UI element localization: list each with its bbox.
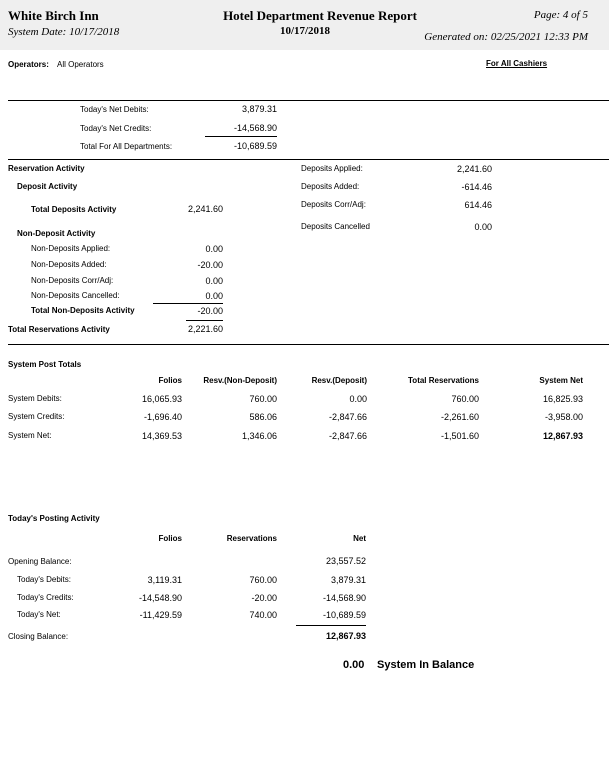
deposits-cancelled-value: 0.00	[474, 222, 492, 232]
row-label: System Net:	[8, 431, 52, 440]
table-cell: 16,825.93	[542, 394, 583, 404]
deposits-applied-value: 2,241.60	[456, 164, 492, 174]
table-cell: -14,548.90	[138, 593, 182, 603]
table-cell: 0.00	[349, 394, 367, 404]
nondeposits-cancelled-value: 0.00	[205, 291, 223, 301]
row-label: Today's Debits:	[17, 575, 71, 584]
closing-balance-value: 12,867.93	[325, 631, 366, 641]
row-label: Today's Credits:	[17, 593, 74, 602]
sum-line	[205, 136, 277, 137]
total-deposits-label: Total Deposits Activity	[31, 205, 117, 214]
report-date: 10/17/2018	[279, 25, 331, 37]
total-nondeposits-label: Total Non-Deposits Activity	[31, 306, 135, 315]
nondeposit-activity-title: Non-Deposit Activity	[17, 229, 96, 238]
sum-line	[153, 303, 223, 304]
page-number: Page: 4 of 5	[533, 9, 588, 21]
sum-line	[186, 320, 223, 321]
opening-balance-value: 23,557.52	[325, 556, 366, 566]
deposits-added-value: -614.46	[461, 182, 492, 192]
generated-on: Generated on: 02/25/2021 12:33 PM	[424, 31, 588, 43]
row-label: System Debits:	[8, 394, 62, 403]
sum-line	[296, 625, 366, 626]
col-net: Net	[353, 534, 366, 543]
nondeposits-added-value: -20.00	[197, 260, 223, 270]
col-total-reservations: Total Reservations	[408, 376, 479, 385]
deposit-activity-title: Deposit Activity	[17, 182, 78, 191]
table-cell: 760.00	[249, 394, 277, 404]
table-cell: 1,346.06	[241, 431, 277, 441]
deposits-applied-label: Deposits Applied:	[301, 164, 363, 173]
post-totals-title: System Post Totals	[8, 360, 82, 369]
operators-label: Operators:	[8, 60, 49, 69]
col-folios: Folios	[158, 376, 182, 385]
table-cell: -1,696.40	[143, 412, 182, 422]
divider	[8, 159, 609, 160]
table-cell: 740.00	[249, 610, 277, 620]
closing-balance-label: Closing Balance:	[8, 632, 69, 641]
operators-value: All Operators	[57, 60, 104, 69]
opening-balance-label: Opening Balance:	[8, 557, 72, 566]
total-deposits-value: 2,241.60	[187, 204, 223, 214]
divider	[8, 100, 609, 101]
table-cell: -3,958.00	[544, 412, 583, 422]
table-cell: -14,568.90	[322, 593, 366, 603]
total-departments-value: -10,689.59	[233, 141, 277, 151]
col-system-net: System Net	[539, 376, 583, 385]
table-cell: -2,261.60	[440, 412, 479, 422]
table-cell: 3,119.31	[147, 575, 182, 585]
hotel-name: White Birch Inn	[8, 8, 99, 23]
nondeposits-applied-value: 0.00	[205, 244, 223, 254]
net-credits-label: Today's Net Credits:	[80, 124, 152, 133]
divider	[8, 344, 609, 345]
col-resv-deposit: Resv.(Deposit)	[311, 376, 367, 385]
system-date: System Date: 10/17/2018	[8, 26, 120, 38]
col-reservations: Reservations	[226, 534, 277, 543]
total-reservations-label: Total Reservations Activity	[8, 325, 110, 334]
report-title: Hotel Department Revenue Report	[223, 8, 417, 23]
nondeposits-corr-label: Non-Deposits Corr/Adj:	[31, 276, 114, 285]
deposits-added-label: Deposits Added:	[301, 182, 360, 191]
total-reservations-value: 2,221.60	[187, 324, 223, 334]
deposits-cancelled-label: Deposits Cancelled	[301, 222, 370, 231]
table-cell: 760.00	[451, 394, 479, 404]
table-cell: -2,847.66	[328, 431, 367, 441]
deposits-corr-value: 614.46	[464, 200, 492, 210]
col-folios: Folios	[158, 534, 182, 543]
table-cell: 14,369.53	[141, 431, 182, 441]
nondeposits-applied-label: Non-Deposits Applied:	[31, 244, 111, 253]
total-nondeposits-value: -20.00	[197, 306, 223, 316]
net-debits-label: Today's Net Debits:	[80, 105, 149, 114]
total-departments-label: Total For All Departments:	[80, 142, 173, 151]
balance-status: System In Balance	[377, 659, 475, 671]
net-credits-value: -14,568.90	[233, 123, 277, 133]
nondeposits-cancelled-label: Non-Deposits Cancelled:	[31, 291, 120, 300]
table-cell: 586.06	[249, 412, 277, 422]
deposits-corr-label: Deposits Corr/Adj:	[301, 200, 366, 209]
all-cashiers-link[interactable]: For All Cashiers	[486, 59, 548, 68]
nondeposits-added-label: Non-Deposits Added:	[31, 260, 107, 269]
table-cell: 760.00	[249, 575, 277, 585]
posting-activity-title: Today's Posting Activity	[8, 514, 100, 523]
col-resv-nondeposit: Resv.(Non-Deposit)	[203, 376, 277, 385]
table-cell: -1,501.60	[440, 431, 479, 441]
table-cell: -2,847.66	[328, 412, 367, 422]
table-cell: 16,065.93	[141, 394, 182, 404]
table-cell: -10,689.59	[322, 610, 366, 620]
row-label: System Credits:	[8, 412, 65, 421]
row-label: Today's Net:	[17, 610, 61, 619]
nondeposits-corr-value: 0.00	[205, 276, 223, 286]
balance-amount: 0.00	[343, 659, 365, 671]
system-net-total: 12,867.93	[542, 431, 583, 441]
table-cell: -20.00	[251, 593, 277, 603]
table-cell: -11,429.59	[139, 610, 182, 620]
net-debits-value: 3,879.31	[241, 104, 277, 114]
reservation-activity-title: Reservation Activity	[8, 164, 85, 173]
table-cell: 3,879.31	[330, 575, 366, 585]
